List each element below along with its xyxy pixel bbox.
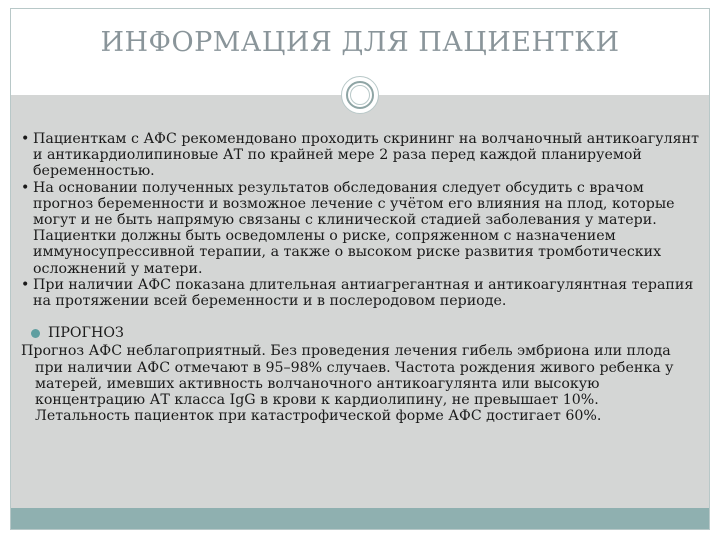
bullet-marker: •	[21, 179, 30, 196]
text-block	[21, 131, 701, 424]
bullet-marker: •	[21, 131, 30, 147]
section-gap	[21, 309, 701, 325]
prognosis-heading	[31, 325, 701, 341]
circle-ornament-icon	[341, 76, 379, 114]
bullet-item	[21, 131, 701, 180]
ring-inner-2	[350, 85, 370, 105]
footer-bar	[11, 508, 709, 529]
bullet-text: На основании полученных результатов обследования следует обсудить с врачом прогноз беременности и возможное лечение с учётом его влияния на плод, которые могут и не быть напрямую связаны с клинической стадией заболевания у матери. Пациентки должны быть осведомлены о риске, сопряженном с назначением иммуносупрессивной терапии, а также о высоком риске развития тромботических осложнений у матери.	[33, 179, 675, 277]
bullet-marker: •	[21, 276, 30, 293]
bullet-text: Пациенткам с АФС рекомендовано проходить скрининг на волчаночный антикоагулянт и антикардиолипиновые АТ по крайней мере 2 раза перед каждой планируемой беременностью.	[33, 131, 699, 180]
prognosis-text: Прогноз АФС неблагоприятный. Без проведения лечения гибель эмбриона или плода при наличии АФС отмечают в 95–98% случаев. Частота рождения живого ребенка у матерей, имевших активность волчаночного антикоагулянта или высокую концентрацию АТ класса IgG в крови к кардиолипину, не превышает 10%. Летальность пациенток при катастрофической форме АФС достигает 60%.	[21, 343, 674, 425]
prognosis-heading-text: ПРОГНОЗ	[48, 325, 124, 342]
bullet-item	[21, 277, 701, 309]
bullet-text: При наличии АФС показана длительная антиагрегантная и антикоагулянтная терапия на протяжении всей беременности и в послеродовом периоде.	[33, 276, 694, 310]
slide-title: ИНФОРМАЦИЯ ДЛЯ ПАЦИЕНТКИ	[100, 27, 620, 58]
slide	[10, 8, 710, 530]
bullet-item	[21, 180, 701, 277]
content-area	[11, 95, 709, 508]
circle-bullet-icon	[31, 329, 40, 338]
